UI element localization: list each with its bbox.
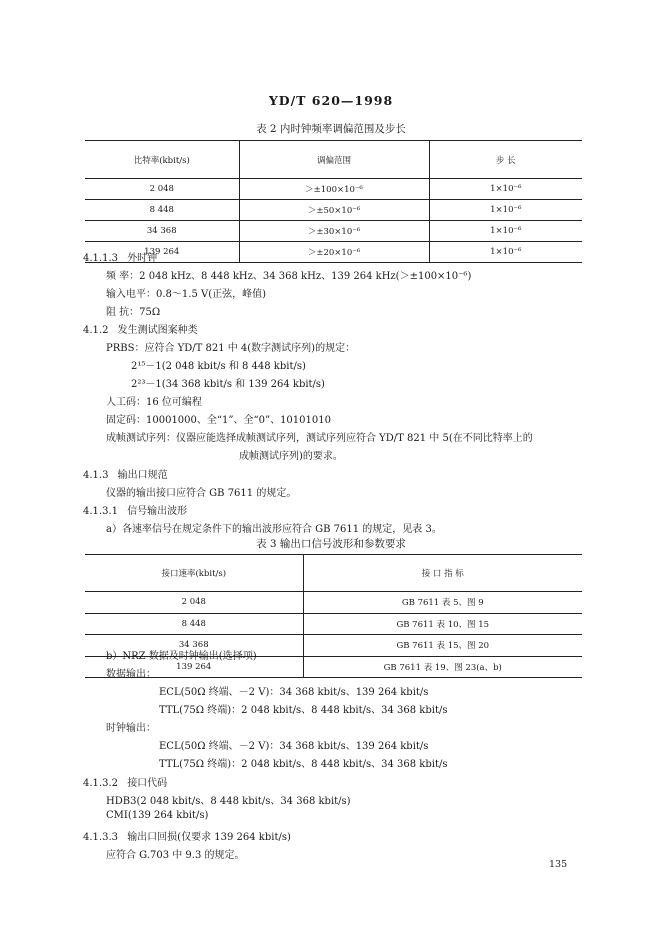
data-output-label: 数据输出： [106, 669, 156, 680]
clock-output-label: 时钟输出： [106, 723, 156, 734]
table-row [85, 179, 582, 200]
page-number: 135 [549, 859, 568, 870]
clock-ecl-line: ECL(50Ω 终端、－2 V)：34 368 kbit/s、139 264 kbit/s [159, 741, 429, 752]
table-cell: 1×10⁻⁶ [429, 242, 582, 263]
table-cell: ＞±100×10⁻⁶ [239, 179, 429, 200]
framed-sequence-line: 成帧测试序列：仪器应能选择成帧测试序列，测试序列应符合 YD/T 821 中 5(在不同比特率上的 [106, 433, 533, 444]
item-a-line: a）各速率信号在规定条件下的输出波形应符合 GB 7611 的规定，见表 3。 [106, 524, 442, 535]
section-4-1-3-heading [83, 466, 168, 481]
prbs15-line: 2¹⁵－1(2 048 kbit/s 和 8 448 kbit/s) [131, 361, 306, 372]
table-cell: GB 7611 表 5、图 9 [303, 592, 582, 614]
table-cell: 1×10⁻⁶ [429, 221, 582, 242]
section-4-1-3-1-heading [83, 502, 187, 517]
table-cell: GB 7611 表 19、图 23(a、b) [303, 656, 582, 678]
table-cell: GB 7611 表 10、图 15 [303, 613, 582, 635]
clock-ttl-line: TTL(75Ω 终端)：2 048 kbit/s、8 448 kbit/s、34 368 kbit/s [159, 759, 448, 770]
table-cell: 8 448 [85, 613, 303, 635]
section-4-1-3-3-heading [83, 828, 291, 843]
item-b-line: b）NRZ 数据及时钟输出(选择项) [106, 651, 257, 662]
document-header: YD/T 620—1998 [268, 93, 394, 108]
table-cell: ＞±20×10⁻⁶ [239, 242, 429, 263]
section-title: 信号输出波形 [127, 506, 188, 517]
table-row [85, 592, 582, 614]
freq-line: 频 率：2 048 kHz、8 448 kHz、34 368 kHz、139 264 kHz(＞±100×10⁻⁶) [106, 271, 472, 282]
table-cell: 139 264 [85, 242, 239, 263]
prbs23-line: 2²³－1(34 368 kbit/s 和 139 264 kbit/s) [131, 379, 325, 390]
table-cell: 2 048 [85, 179, 239, 200]
table-cell: 2 048 [85, 592, 303, 614]
section-title: 输出口规范 [117, 470, 168, 481]
table-cell: 1×10⁻⁶ [429, 200, 582, 221]
input-level-line: 输入电平：0.8～1.5 V(正弦，峰值) [106, 289, 267, 300]
table-cell: ＞±30×10⁻⁶ [239, 221, 429, 242]
section-4-1-1-3-heading [83, 249, 157, 264]
data-ttl-line: TTL(75Ω 终端)：2 048 kbit/s、8 448 kbit/s、34 368 kbit/s [159, 705, 448, 716]
prbs-line: PRBS：应符合 YD/T 821 中 4(数字测试序列)的规定： [106, 343, 356, 354]
section-number: 4.1.1.3 [83, 253, 118, 264]
impedance-line: 阻 抗：75Ω [106, 307, 161, 318]
hdb3-line: HDB3(2 048 kbit/s、8 448 kbit/s、34 368 kbit/s) [106, 796, 351, 807]
framed-sequence-line-cont: 成帧测试序列)的要求。 [239, 451, 343, 462]
table3-header-cell: 接口速率(kbit/s) [85, 555, 303, 592]
table-cell: GB 7611 表 15、图 20 [303, 635, 582, 657]
section-number: 4.1.3.3 [83, 832, 118, 843]
section-4-1-2-heading [83, 321, 198, 336]
data-ecl-line: ECL(50Ω 终端、－2 V)：34 368 kbit/s、139 264 kbit/s [159, 687, 429, 698]
table3-caption: 表 3 输出口信号波形和参数要求 [256, 538, 406, 550]
section-title: 输出口回损(仅要求 139 264 kbit/s) [127, 832, 291, 843]
manual-code-line: 人工码：16 位可编程 [106, 397, 202, 408]
table3-header-cell: 接 口 指 标 [303, 555, 582, 592]
table-row [85, 613, 582, 635]
table2 [85, 140, 582, 263]
section-number: 4.1.3.1 [83, 506, 118, 517]
table-cell: 139 264 [85, 656, 303, 678]
section-number: 4.1.2 [83, 325, 109, 336]
section-title: 接口代码 [127, 778, 168, 789]
section-title: 外时钟 [127, 253, 158, 264]
section-4-1-3-3-body: 应符合 G.703 中 9.3 的规定。 [106, 850, 245, 861]
table-row [85, 200, 582, 221]
table-cell: 34 368 [85, 635, 303, 657]
table2-header-cell: 调偏范围 [239, 141, 429, 179]
fixed-code-line: 固定码：10001000、全“1”、全“0”、10101010 [106, 415, 331, 426]
table2-caption: 表 2 内时钟频率调偏范围及步长 [256, 123, 406, 135]
table2-header-cell: 步 长 [429, 141, 582, 179]
table-cell: 1×10⁻⁶ [429, 179, 582, 200]
table-row [85, 242, 582, 263]
section-number: 4.1.3 [83, 470, 109, 481]
section-title: 发生测试图案种类 [117, 325, 198, 336]
table-cell: ＞±50×10⁻⁶ [239, 200, 429, 221]
table-row [85, 221, 582, 242]
section-4-1-3-body: 仪器的输出接口应符合 GB 7611 的规定。 [106, 488, 297, 499]
table3-header-row [85, 555, 582, 592]
table-cell: 8 448 [85, 200, 239, 221]
cmi-line: CMI(139 264 kbit/s) [106, 810, 209, 821]
table-cell: 34 368 [85, 221, 239, 242]
table2-header-cell: 比特率(kbit/s) [85, 141, 239, 179]
section-4-1-3-2-heading [83, 774, 167, 789]
section-number: 4.1.3.2 [83, 778, 118, 789]
table2-header-row [85, 141, 582, 179]
